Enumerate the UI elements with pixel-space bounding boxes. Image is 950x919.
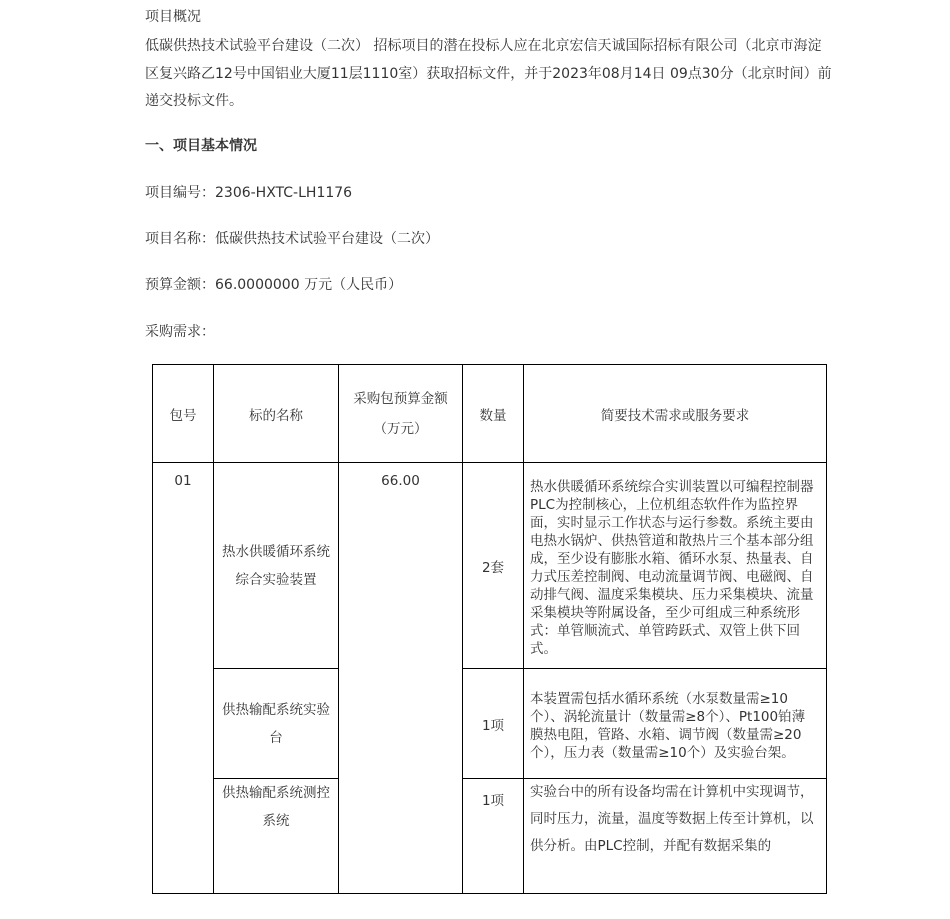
item-name: 热水供暖循环系统综合实验装置 bbox=[214, 463, 339, 669]
table-row bbox=[153, 669, 827, 779]
header-budget-line1: 采购包预算金额 bbox=[353, 390, 448, 407]
item-quantity: 1项 bbox=[463, 669, 524, 779]
table-header-row bbox=[153, 365, 827, 463]
section-heading: 一、项目基本情况 bbox=[145, 138, 257, 154]
requirement-label: 采购需求： bbox=[145, 324, 215, 340]
header-budget bbox=[339, 365, 463, 463]
item-quantity: 2套 bbox=[463, 463, 524, 669]
item-quantity: 1项 bbox=[463, 779, 524, 894]
item-requirement: 本装置需包括水循环系统（水泵数量需≥10个）、涡轮流量计（数量需≥8个）、Pt100铂薄膜热电阻，管路、水箱、调节阀（数量需≥20个），压力表（数量需≥10个）及实验台架。 bbox=[524, 669, 827, 779]
header-package: 包号 bbox=[153, 365, 214, 463]
overview-text: 低碳供热技术试验平台建设（二次） 招标项目的潜在投标人应在北京宏信天诚国际招标有限公司（北京市海淀区复兴路乙12号中国铝业大厦11层1110室）获取招标文件，并于2023年08月14日 09点30分（北京时间）前递交投标文件。 bbox=[145, 38, 832, 109]
header-quantity: 数量 bbox=[463, 365, 524, 463]
item-name: 供热输配系统测控系统 bbox=[214, 779, 339, 894]
table-row bbox=[153, 779, 827, 894]
package-number: 01 bbox=[153, 463, 214, 894]
item-requirement: 热水供暖循环系统综合实训装置以可编程控制器PLC为控制核心，上位机组态软件作为监控界面，实时显示工作状态与运行参数。系统主要由电热水锅炉、供热管道和散热片三个基本部分组成，至少设有膨胀水箱、循环水泵、热量表、自力式压差控制阀、电动流量调节阀、电磁阀、自动排气阀、温度采集模块、压力采集模块、流量采集模块等附属设备，至少可组成三种系统形式：单管顺流式、单管跨跃式、双管上供下回式。 bbox=[524, 463, 827, 669]
overview-label: 项目概况 bbox=[145, 9, 201, 25]
item-name: 供热输配系统实验台 bbox=[214, 669, 339, 779]
project-name: 项目名称：低碳供热技术试验平台建设（二次） bbox=[145, 231, 439, 247]
header-budget-line2: （万元） bbox=[373, 420, 428, 437]
header-requirements: 简要技术需求或服务要求 bbox=[524, 365, 827, 463]
budget-amount: 预算金额：66.0000000 万元（人民币） bbox=[145, 277, 403, 293]
package-budget: 66.00 bbox=[339, 463, 463, 894]
header-item-name: 标的名称 bbox=[214, 365, 339, 463]
project-number: 项目编号：2306-HXTC-LH1176 bbox=[145, 185, 353, 201]
procurement-table bbox=[152, 364, 827, 894]
item-requirement: 实验台中的所有设备均需在计算机中实现调节，同时压力，流量，温度等数据上传至计算机，以供分析。由PLC控制，并配有数据采集的 bbox=[524, 779, 827, 894]
table-row bbox=[153, 463, 827, 669]
